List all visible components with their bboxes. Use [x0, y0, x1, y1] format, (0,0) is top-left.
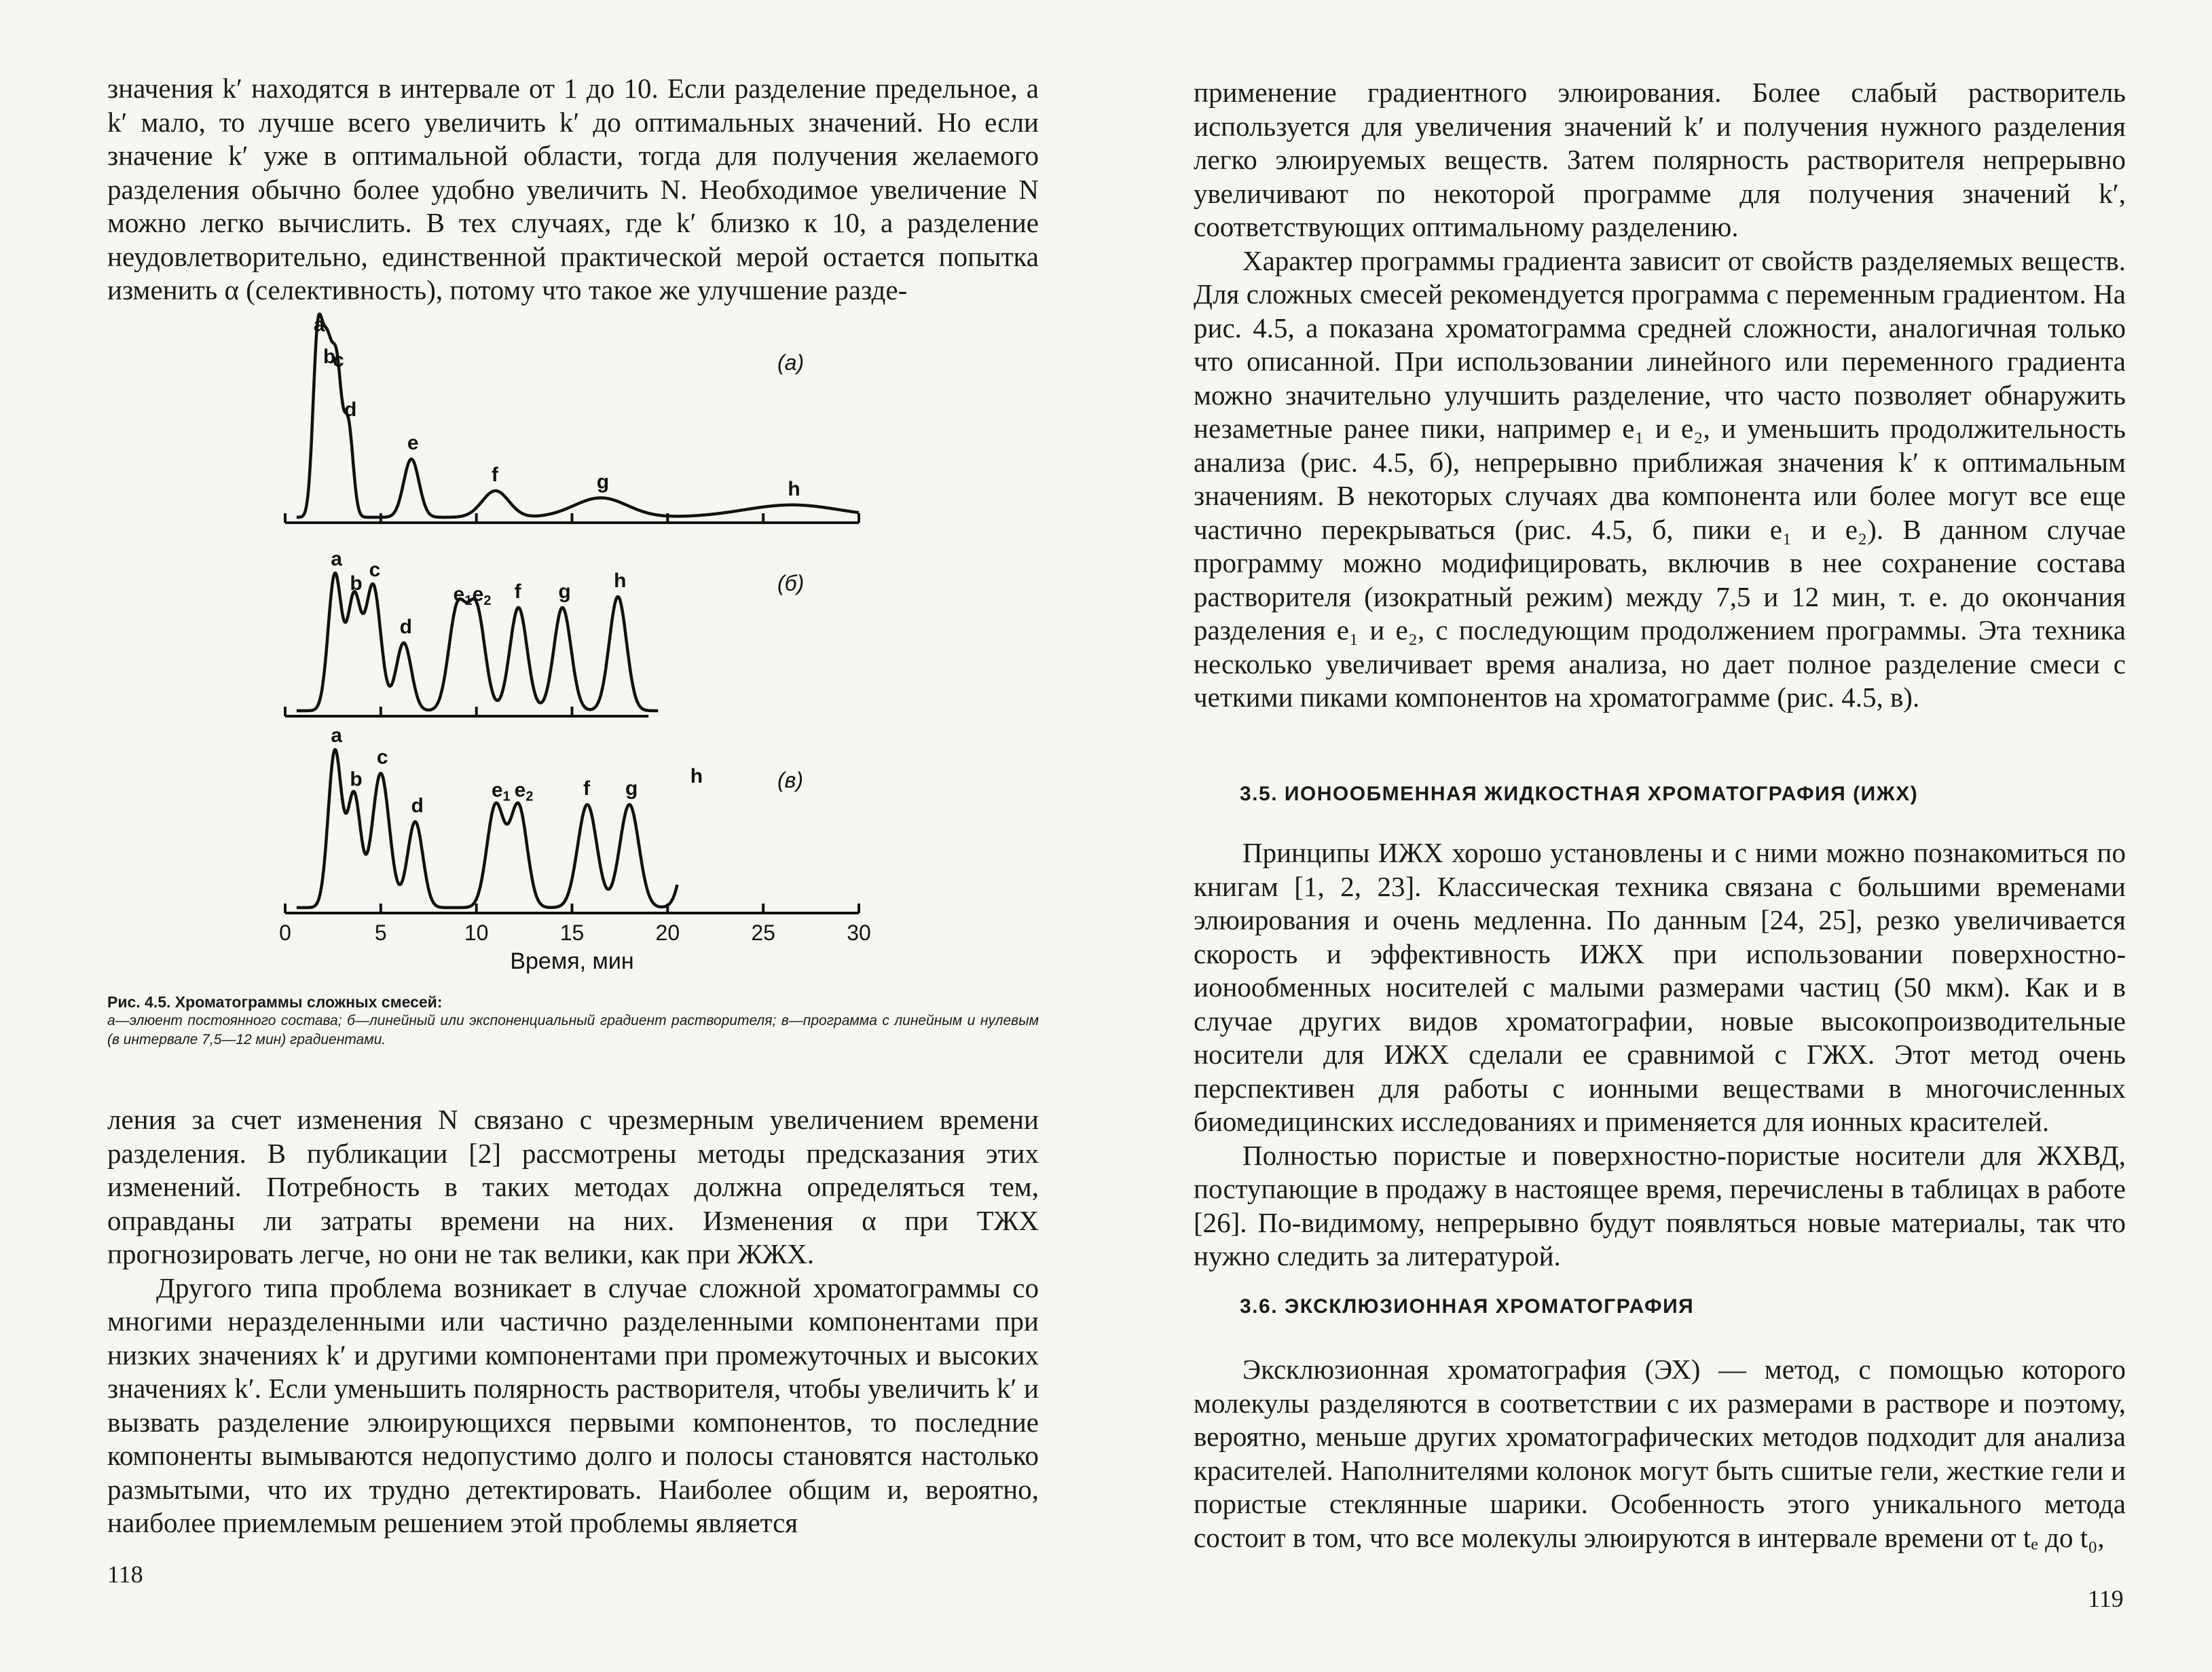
- section-heading: 3.5. ИОНООБМЕННАЯ ЖИДКОСТНАЯ ХРОМАТОГРАФИЯ (ИЖХ): [1240, 783, 1919, 805]
- caption-text: а—элюент постоянного состава; б—линейный или экспоненциальный градиент растворителя; в—программа с линейным и нулевым (в интервале 7,5—12 мин) градиентами.: [107, 1013, 1039, 1047]
- peak-label: g: [596, 470, 610, 494]
- panel-label: (а): [777, 350, 805, 375]
- x-tick-label: 20: [655, 921, 680, 945]
- peak-label: f: [514, 580, 521, 603]
- peak-label: c: [369, 559, 381, 581]
- peak-label: h: [788, 477, 800, 500]
- peak-label: d: [411, 794, 424, 817]
- peak-label: b: [350, 572, 363, 595]
- peak-label: c: [376, 746, 388, 769]
- peak-label-subscript: 2: [483, 593, 492, 608]
- paragraph: Другого типа проблема возникает в случае сложной хроматограммы со многими неразделенными или частично разделенными компонентами при низких значениях k′ и другими компонентами при промежуточных и высоких значениях k′. Если уменьшить полярность растворителя, чтобы увеличить k′ и вызвать разделение элюирующихся первыми компонентов, то последние компоненты вымываются недопустимо долго и полосы становятся настолько размытыми, что их трудно детектировать. Наиболее общим и, вероятно, наиболее приемлемым решением этой проблемы является: [107, 1271, 1039, 1538]
- x-tick-label: 15: [559, 921, 585, 945]
- paragraph: Принципы ИЖХ хорошо установлены и с ними можно познакомиться по книгам [1, 2, 23]. Классическая техника связана с большими временами элюирования и очень медленна. По данным [24, 25], резко увеличивается скорость и эффективность ИЖХ при использовании поверхностно-ионообменных носителей с малыми размерами частиц (50 мкм). Как и в случае других видов хроматографии, новые высокопроизводительные носители для ИЖХ сделали ее сравнимой с ГЖХ. Этот метод очень перспективен для работы с ионными веществами в многочисленных биомедицинских исследованиях и применяется для ионных красителей.: [1194, 837, 2126, 1137]
- panel-label: (в): [777, 768, 804, 792]
- page-number: 119: [2088, 1585, 2124, 1612]
- right-bottom-text: [1194, 1353, 2126, 1555]
- right-middle-text: [1194, 836, 2126, 1274]
- peak-label: h: [614, 570, 627, 592]
- panel-label: (б): [777, 571, 805, 595]
- peak-label-subscript: 1: [502, 789, 511, 804]
- peak-label: e: [407, 432, 419, 455]
- peak-label: g: [558, 580, 571, 603]
- section-heading: 3.6. ЭКСКЛЮЗИОННАЯ ХРОМАТОГРАФИЯ: [1240, 1295, 1695, 1318]
- peak-label: f: [583, 777, 591, 800]
- paragraph: Характер программы градиента зависит от свойств разделяемых веществ. Для сложных смесей рекомендуется программа с переменным градиентом. На рис. 4.5, а показана хроматограмма средней сложности, аналогичная только что описанной. При использовании линейного или переменного градиента можно значительно улучшить разделение, что часто позволяет обнаружить незаметные ранее пики, например e₁ и e₂, и уменьшить продолжительность анализа (рис. 4.5, б), непрерывно приближая значения k′ к оптимальным значениям. В некоторых случаях два компонента или более могут все еще частично перекрываться (рис. 4.5, б, пики e₁ и e₂). В данном случае программу можно модифицировать, включив в нее сохранение состава растворителя (изократный режим) между 7,5 и 12 мин, т. е. до окончания разделения e₁ и e₂, с последующим продолжением программы. Эта техника несколько увеличивает время анализа, но дает полное разделение смеси с четкими пиками компонентов на хроматограмме (рис. 4.5, в).: [1194, 244, 2126, 713]
- chromatogram-figure: [0, 0, 1106, 991]
- paragraph: ления за счет изменения N связано с чрезмерным увеличением времени разделения. В публикации [2] рассмотрены методы предсказания этих изменений. Потребность в таких методах должна определяться тем, оправданы ли затраты времени на них. Изменения α при ТЖХ прогнозировать легче, но они не так велики, как при ЖЖХ.: [107, 1104, 1039, 1269]
- page-number: 118: [107, 1561, 143, 1588]
- paragraph: Эксклюзионная хроматография (ЭХ) — метод, с помощью которого молекулы разделяются в соответствии с их размерами в растворе и поэтому, вероятно, меньше других хроматографических методов подходит для анализа красителей. Наполнителями колонок могут быть сшитые гели, жесткие гели и пористые стеклянные шарики. Особенность этого уникального метода состоит в том, что все молекулы элюируются в интервале времени от tₑ до t₀,: [1194, 1354, 2126, 1553]
- x-tick-label: 25: [751, 921, 775, 945]
- right-page: [1106, 0, 2212, 1672]
- peak-label: f: [491, 464, 498, 486]
- paragraph: применение градиентного элюирования. Более слабый растворитель используется для увеличения значений k′ и получения нужного разделения легко элюируемых веществ. Затем полярность растворителя непрерывно увеличивают по некоторой программе для получения значений k′, соответствующих оптимальному разделению.: [1194, 77, 2126, 242]
- x-axis-label: Время, мин: [510, 948, 634, 974]
- peak-label-subscript: 1: [464, 593, 473, 608]
- peak-label: d: [399, 616, 412, 638]
- peak-label-subscript: 2: [526, 789, 534, 804]
- chromatogram-trace: [297, 314, 859, 518]
- peak-label: $e_2$: [514, 779, 534, 804]
- x-tick-label: 5: [374, 921, 387, 945]
- peak-label: h: [690, 764, 703, 787]
- peak-label: b: [322, 345, 336, 368]
- paragraph: Полностью пористые и поверхностно-пористые носители для ЖХВД, поступающие в продажу в настоящее время, перечислены в таблицах в работе [26]. По-видимому, непрерывно будут появляться новые материалы, так что нужно следить за литературой.: [1194, 1139, 2126, 1271]
- right-top-text: [1194, 76, 2126, 715]
- caption-title: Рис. 4.5. Хроматограммы сложных смесей:: [107, 993, 443, 1011]
- peak-label: $e_1$: [491, 779, 511, 804]
- peak-label: b: [350, 768, 363, 791]
- peak-label: a: [331, 724, 342, 747]
- peak-label: $e_2$: [472, 583, 492, 608]
- peak-label: c: [333, 349, 344, 371]
- peak-label: d: [344, 398, 357, 421]
- x-tick-label: 0: [279, 921, 291, 945]
- peak-label: a: [313, 314, 325, 336]
- x-tick-label: 10: [464, 921, 489, 945]
- left-bottom-text: [107, 1103, 1039, 1540]
- x-tick-label: 30: [847, 921, 871, 945]
- figure-caption: [107, 992, 1039, 1049]
- peak-label: a: [331, 548, 342, 570]
- peak-label: g: [625, 777, 638, 800]
- paragraph: значения k′ находятся в интервале от 1 до 10. Если разделение предельное, а k′ мало, то лучше всего увеличить k′ до оптимальных значений. Но если значение k′ уже в оптимальной области, тогда для получения желаемого разделения обычно более удобно увеличить N. Необходимое увеличение N можно легко вычислить. В тех случаях, где k′ близко к 10, а разделение неудовлетворительно, единственной практической мерой остается попытка изменить α (селективность), потому что такое же улучшение разде-: [107, 73, 1039, 305]
- peak-label: $e_1$: [453, 583, 473, 608]
